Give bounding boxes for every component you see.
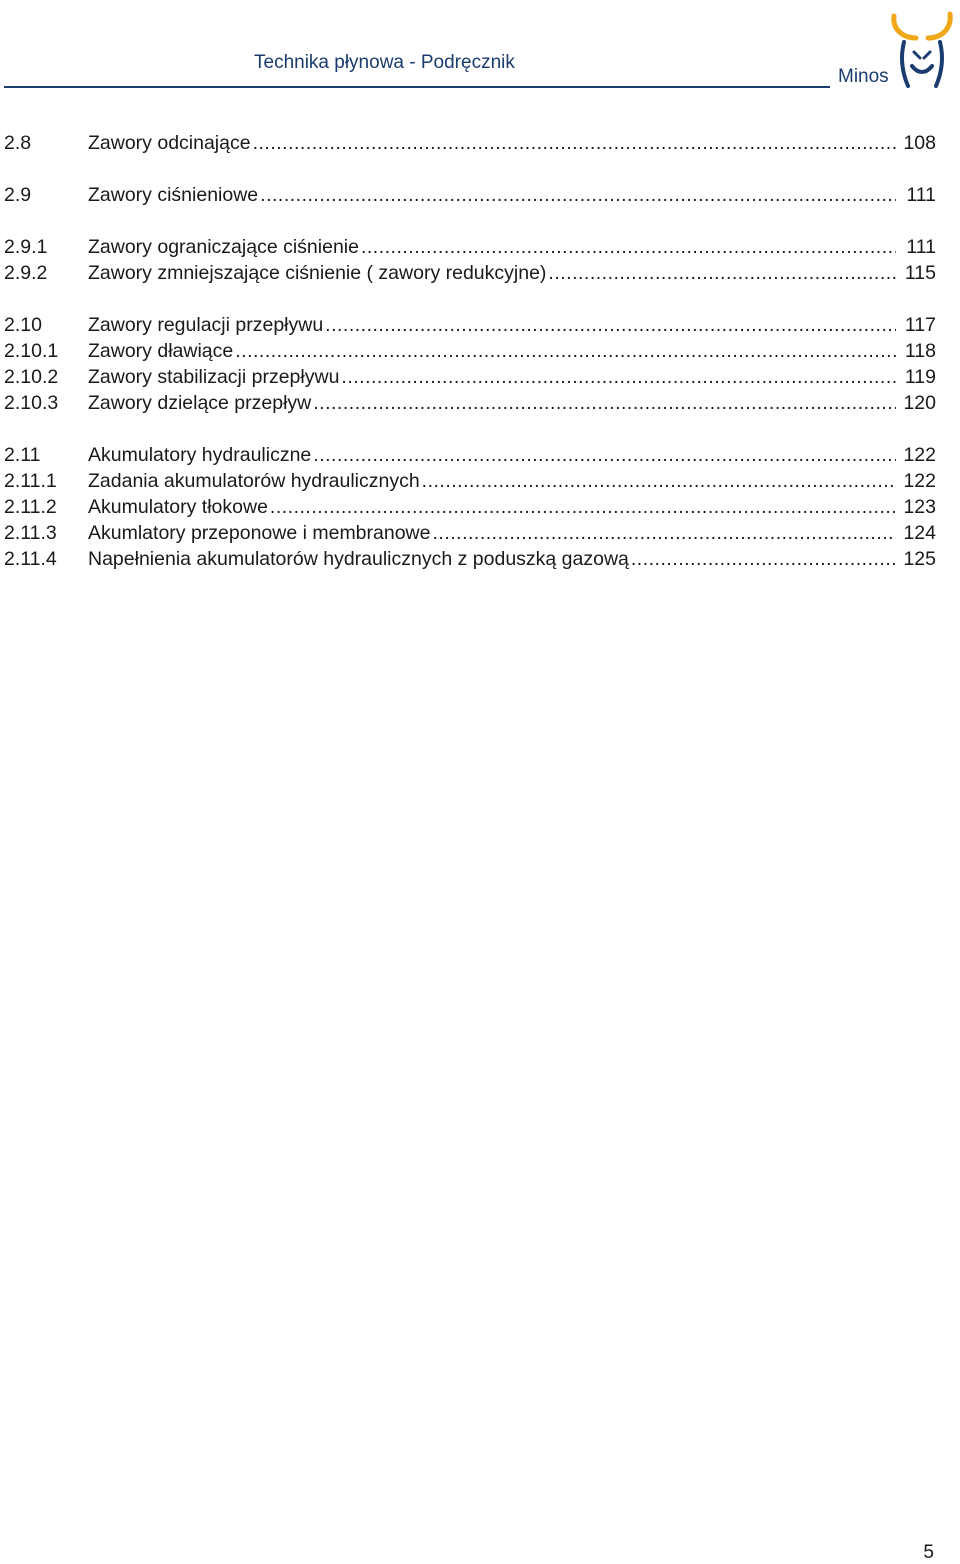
toc-entry-title: Zawory ciśnieniowe [88,184,259,206]
toc-entry-title: Zawory regulacji przepływu [88,314,324,336]
toc-entry-page: 108 [903,132,936,154]
toc-entry-number: 2.8 [4,132,32,154]
toc-dot-leader [235,340,896,363]
toc-entry[interactable] [4,184,936,210]
toc-entry-page: 120 [903,392,936,414]
toc-entry-number: 2.10.3 [4,392,59,414]
toc-entry-number: 2.11.3 [4,522,57,544]
toc-entry-page: 115 [904,262,936,284]
toc-dot-leader [325,314,896,337]
toc-entry-page: 118 [904,340,936,362]
toc-dot-leader [341,366,896,389]
toc-entry-page: 122 [903,470,936,492]
toc-entry-title: Zawory odcinające [88,132,251,154]
brand-name: Minos [838,66,889,87]
toc-entry-title: Zawory stabilizacji przepływu [88,366,340,388]
toc-entry-number: 2.9 [4,184,32,206]
toc-entry[interactable] [4,522,936,548]
toc-entry-title: Akumulatory hydrauliczne [88,444,312,466]
toc-entry-title: Zawory dzielące przepływ [88,392,312,414]
toc-entry[interactable] [4,132,936,158]
toc-entry-page: 111 [906,236,936,258]
toc-entry-page: 125 [903,548,936,570]
header-divider [4,86,830,88]
toc-entry-number: 2.9.2 [4,262,48,284]
toc-entry-title: Zawory zmniejszające ciśnienie ( zawory redukcyjne) [88,262,547,284]
toc-entry[interactable] [4,340,936,366]
toc-entry-page: 117 [904,314,936,336]
toc-entry-number: 2.11 [4,444,41,466]
toc-dot-leader [270,496,896,519]
toc-entry-title: Napełnienia akumulatorów hydraulicznych z poduszką gazową [88,548,629,570]
toc-entry[interactable] [4,444,936,470]
toc-dot-leader [433,522,897,545]
toc-entry-page: 111 [906,184,936,206]
toc-entry-title: Zawory ograniczające ciśnienie [88,236,359,258]
toc-entry-number: 2.11.1 [4,470,57,492]
toc-dot-leader [313,444,896,467]
toc-entry-number: 2.9.1 [4,236,48,258]
toc-entry-title: Akumlatory przeponowe i membranowe [88,522,431,544]
toc-dot-leader [422,470,896,493]
toc-entry-number: 2.10 [4,314,42,336]
toc-entry-number: 2.10.2 [4,366,59,388]
document-title: Technika płynowa - Podręcznik [254,52,515,73]
toc-entry[interactable] [4,314,936,340]
page-number: 5 [923,1542,934,1563]
toc-entry[interactable] [4,366,936,392]
toc-dot-leader [313,392,896,415]
toc-entry-page: 119 [904,366,936,388]
toc-dot-leader [631,548,896,571]
toc-entry-number: 2.11.4 [4,548,57,570]
minos-bull-logo-icon [890,8,954,92]
toc-entry[interactable] [4,262,936,288]
toc-entry-title: Zawory dławiące [88,340,234,362]
toc-entry-title: Zadania akumulatorów hydraulicznych [88,470,420,492]
toc-dot-leader [260,184,896,207]
toc-dot-leader [361,236,896,259]
toc-entry-page: 124 [903,522,936,544]
toc-dot-leader [548,262,896,285]
toc-entry-number: 2.11.2 [4,496,57,518]
toc-entry[interactable] [4,470,936,496]
toc-entry-page: 123 [903,496,936,518]
toc-entry-number: 2.10.1 [4,340,59,362]
toc-dot-leader [253,132,896,155]
toc-entry[interactable] [4,392,936,418]
toc-entry-page: 122 [903,444,936,466]
toc-entry[interactable] [4,236,936,262]
toc-entry[interactable] [4,496,936,522]
toc-entry-title: Akumulatory tłokowe [88,496,268,518]
toc-entry[interactable] [4,548,936,574]
